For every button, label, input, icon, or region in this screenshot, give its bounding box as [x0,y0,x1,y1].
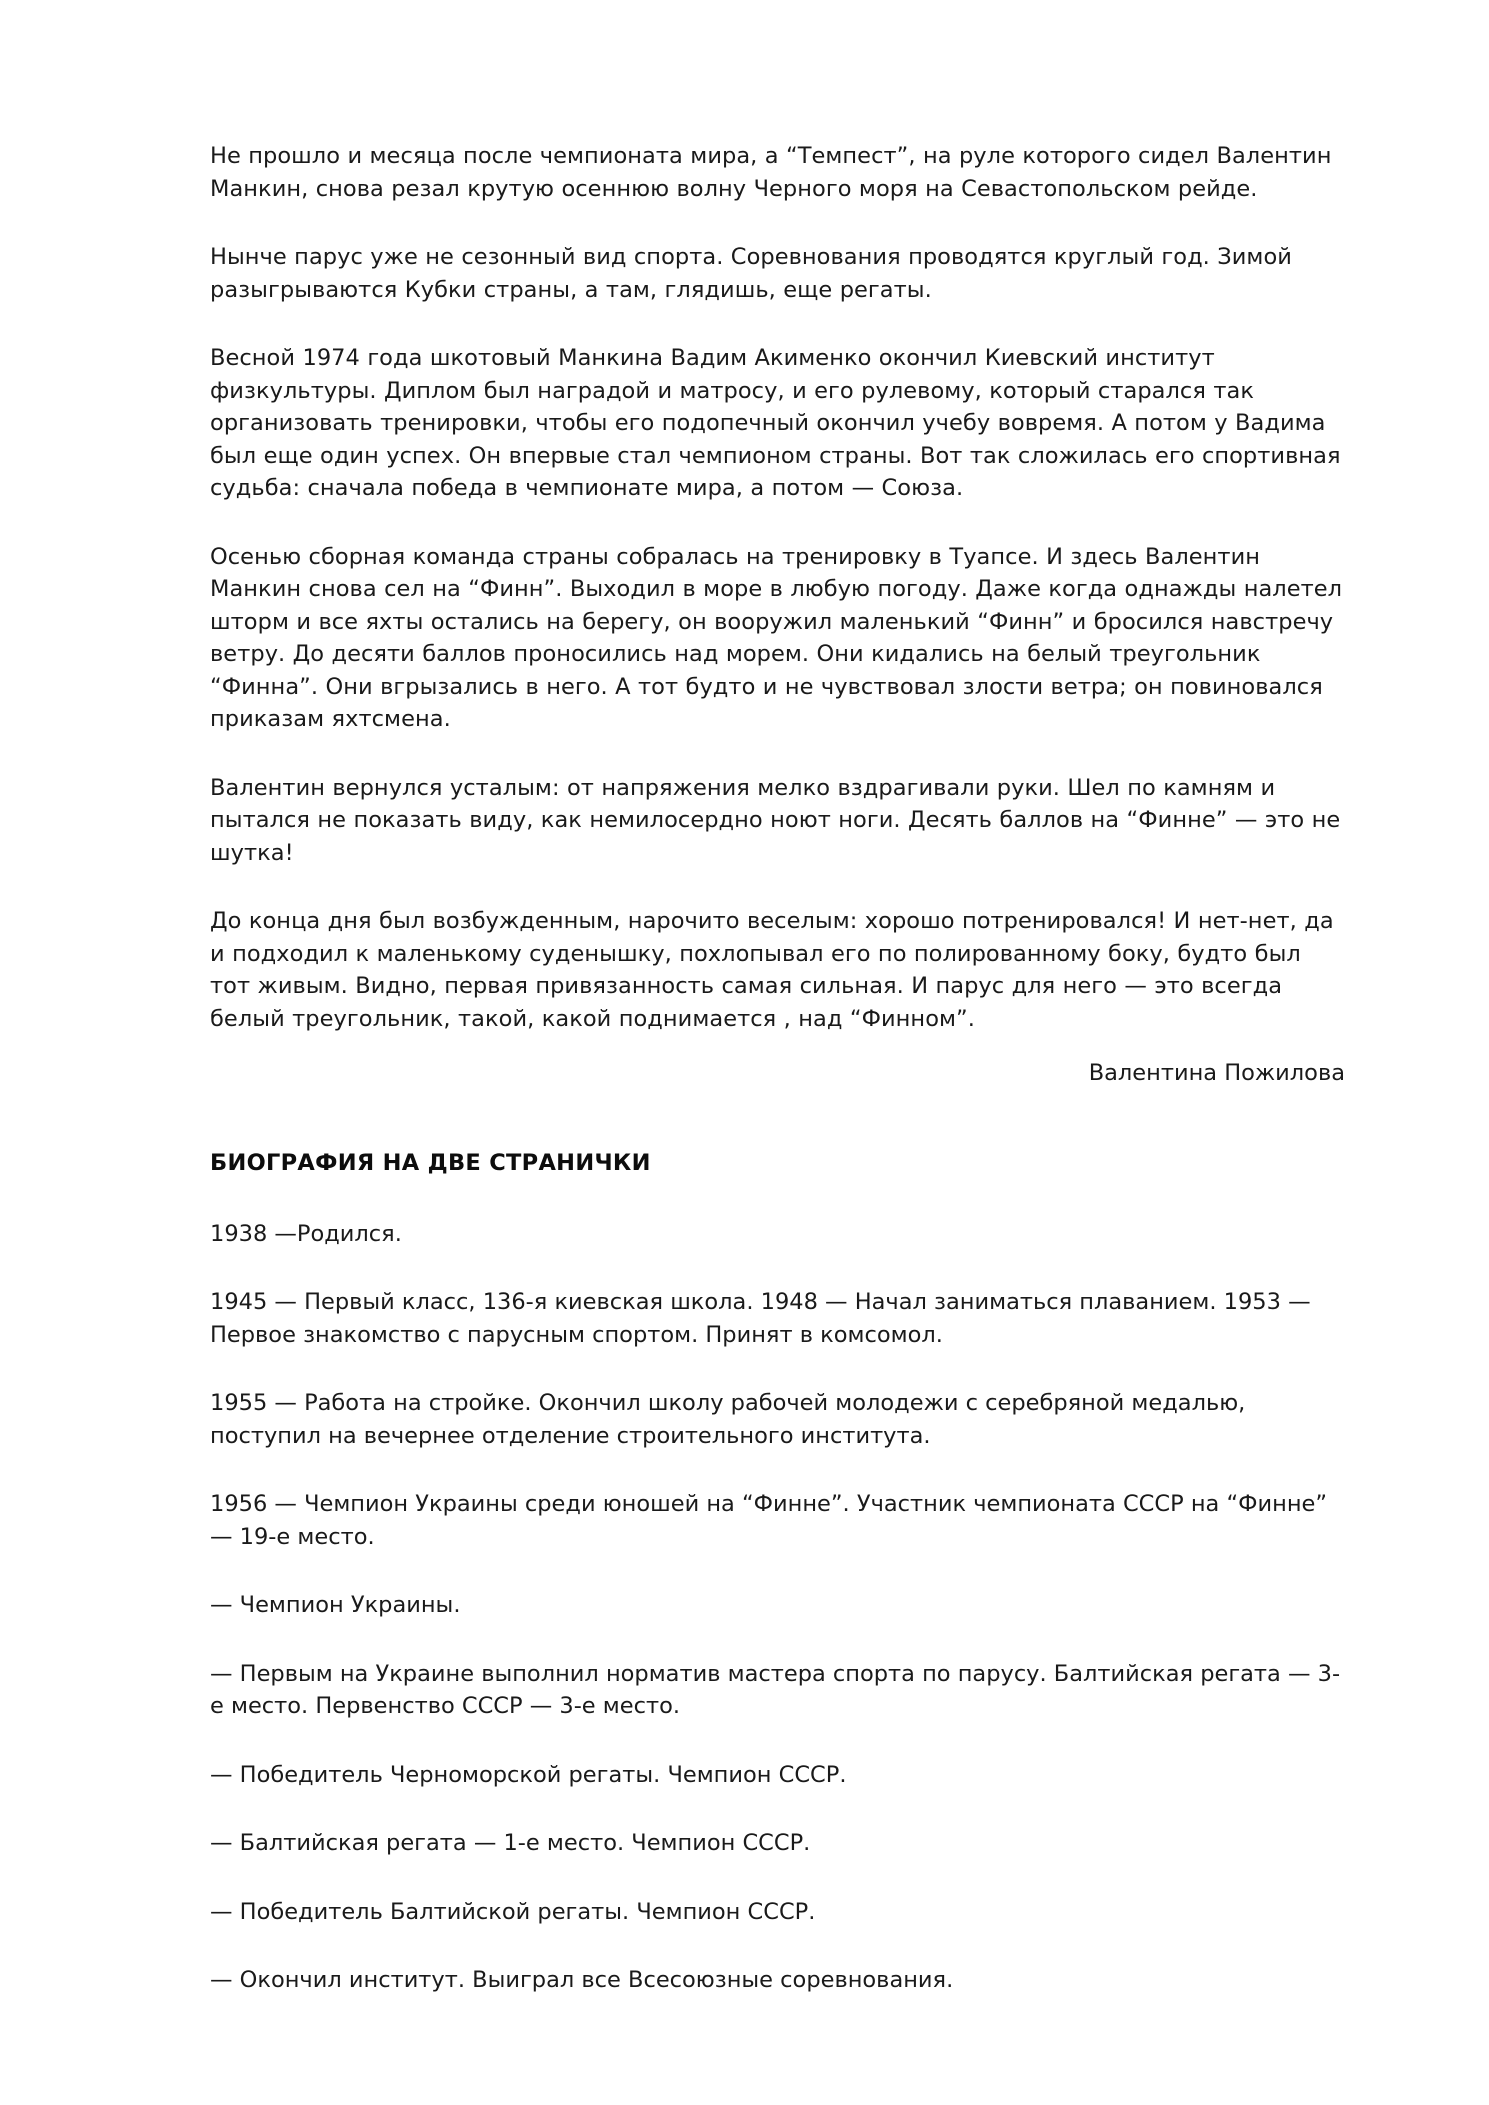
body-paragraph: Нынче парус уже не сезонный вид спорта. Соревнования проводятся круглый год. Зимой разыгрываются Кубки страны, а там, глядишь, еще регаты. [210,244,1292,303]
body-paragraph: Осенью сборная команда страны собралась на тренировку в Туапсе. И здесь Валентин Манкин снова сел на “Финн”. Выходил в море в любую погоду. Даже когда однажды налетел шторм и все яхты остались на берегу, он вооружил маленький “Финн” и бросился навстречу ветру. До десяти баллов проносились над морем. Они кидались на белый треугольник “Финна”. Они вгрызались в него. А тот будто и не чувствовал злости ветра; он повиновался приказам яхтсмена. [210,543,1343,732]
article-body [210,140,1345,1035]
list-item: — Балтийская регата — 1-е место. Чемпион СССР. [210,1830,811,1856]
list-item: — Чемпион Украины. [210,1592,461,1618]
list-item: — Победитель Черноморской регаты. Чемпион СССР. [210,1761,847,1788]
author-byline: Валентина Пожилова [1088,1060,1345,1086]
list-item: 1938 —Родился. [210,1220,402,1247]
page-title: БИОГРАФИЯ НА ДВЕ СТРАНИЧКИ [210,1149,651,1176]
list-item: 1945 — Первый класс, 136-я киевская школа. 1948 — Начал заниматься плаванием. 1953 — Первое знакомство с парусным спортом. Принят в комсомол. [210,1289,1311,1348]
list-item: — Первым на Украине выполнил норматив мастера спорта по парусу. Балтийская регата — 3-е место. Первенство СССР — 3-е место. [210,1660,1341,1719]
biography-list [210,1218,1345,1997]
body-paragraph: До конца дня был возбужденным, нарочито веселым: хорошо потренировался! И нет-нет, да и подходил к маленькому суденышку, похлопывал его по полированному боку, будто был тот живым. Видно, первая привязанность самая сильная. И парус для него — это всегда белый треугольник, такой, какой поднимается , над “Финном”. [210,908,1334,1032]
list-item: — Окончил институт. Выиграл все Всесоюзные соревнования. [210,1967,954,1993]
body-paragraph: Весной 1974 года шкотовый Манкина Вадим Акименко окончил Киевский институт физкультуры. Диплом был наградой и матросу, и его рулевому, который старался так организовать тренировки, чтобы его подопечный окончил учебу вовремя. А потом у Вадима был еще один успех. Он впервые стал чемпионом страны. Вот так сложилась его спортивная судьба: сначала победа в чемпионате мира, а потом — Союза. [210,345,1341,501]
body-paragraph: Валентин вернулся усталым: от напряжения мелко вздрагивали руки. Шел по камням и пытался не показать виду, как немилосердно ноют ноги. Десять баллов на “Финне” — это не шутка! [210,774,1341,866]
page-content-column [210,140,1345,1997]
body-paragraph: Не прошло и месяца после чемпионата мира, а “Темпест”, на руле которого сидел Валентин Манкин, снова резал крутую осеннюю волну Черного моря на Севастопольском рейде. [210,143,1332,202]
list-item: — Победитель Балтийской регаты. Чемпион СССР. [210,1898,816,1925]
list-item: 1956 — Чемпион Украины среди юношей на “Финне”. Участник чемпионата СССР на “Финне” — 19-е место. [210,1491,1328,1550]
list-item: 1955 — Работа на стройке. Окончил школу рабочей молодежи с серебряной медалью, поступил на вечернее отделение строительного института. [210,1390,1246,1449]
